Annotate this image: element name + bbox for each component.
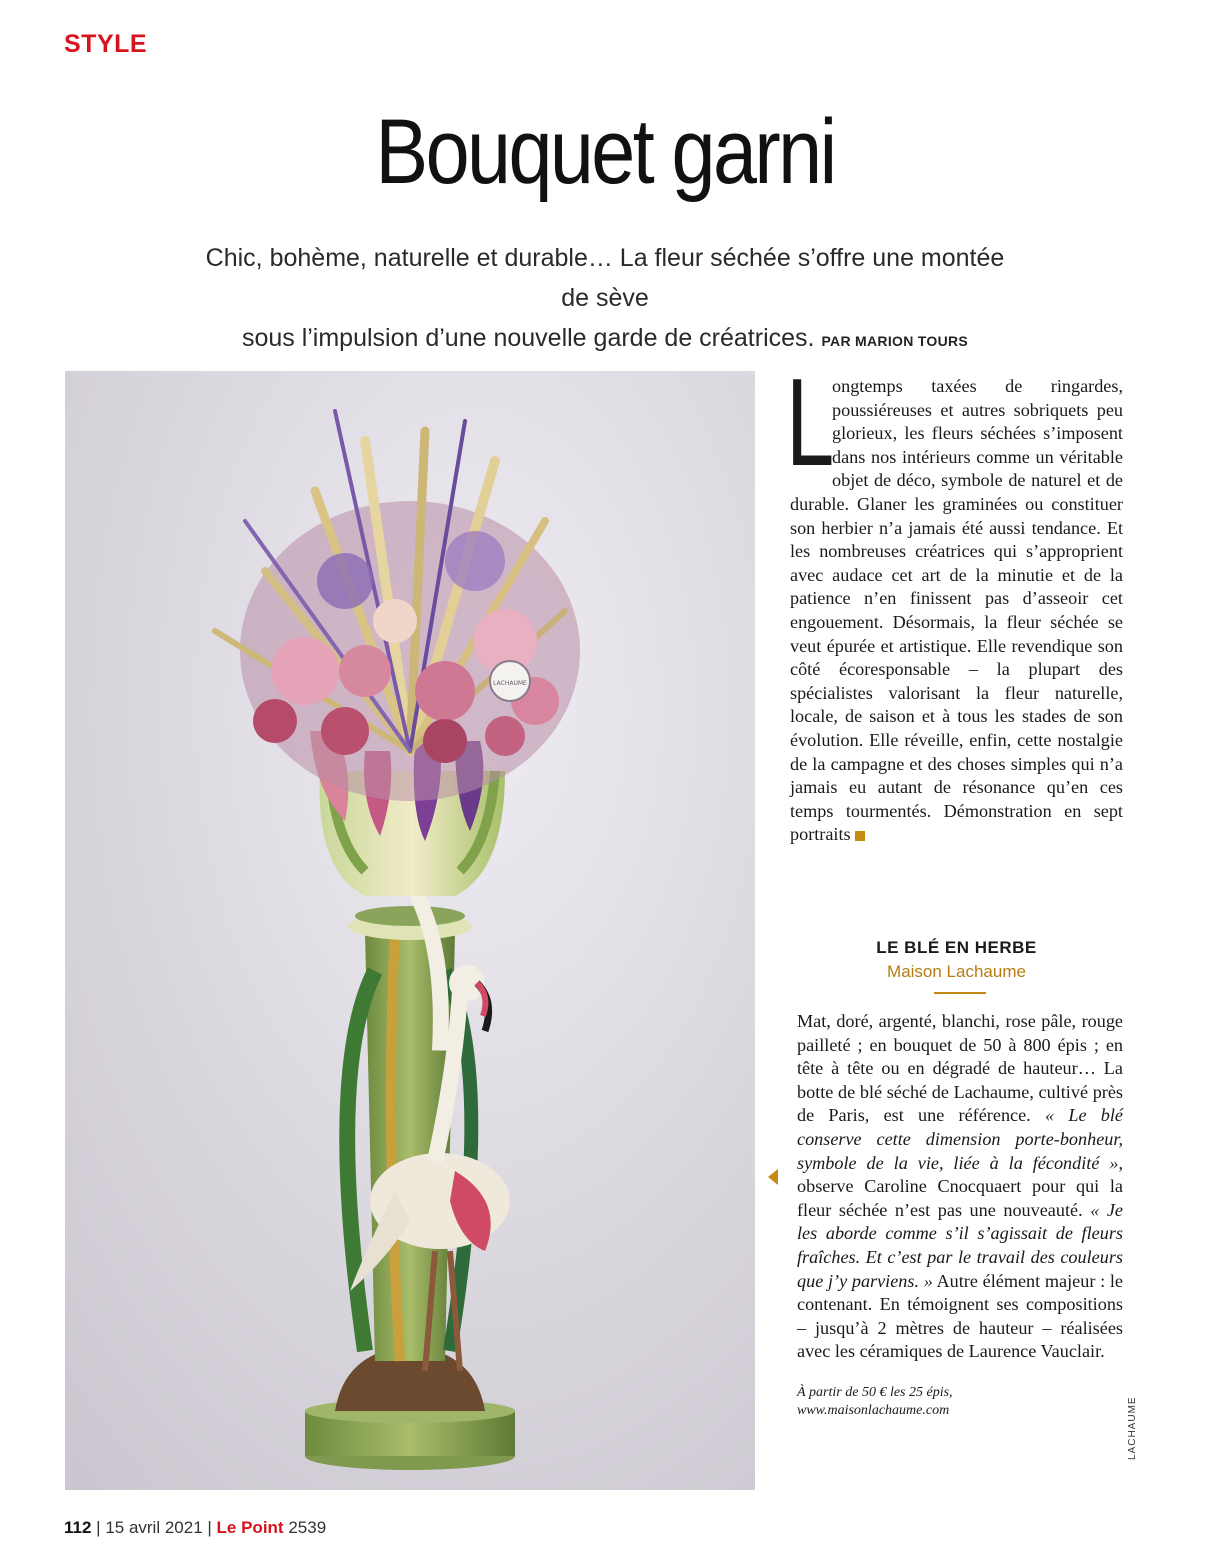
photo-credit-text: LACHAUME: [1127, 1396, 1138, 1460]
intro-text: ongtemps taxées de ringardes, poussiéreuses et autres sobriquets peu glorieux, les fleurs séchées s’imposent dans nos intérieurs comme un véritable objet de déco, symbole de naturel et de durable. Glaner les graminées ou constituer son herbier n’a jamais été aussi tendance. Et les nombreuses créatrices qui s’approprient avec audace cet art de la minutie et de la patience n’en finissent pas d’asseoir cet engouement. Désormais, la fleur séchée se veut épurée et artistique. Elle revendique son côté écoresponsable – la plupart des spécialistes valorisant la fleur naturelle, locale, de saison et à tous les stades de son évolution. Elle réveille, enfin, cette nostalgie de la campagne et des choses simples qui n’a jamais eu autant de résonance qu’en ces temps tourmentés. Démonstration en sept portraits: [790, 376, 1123, 845]
portrait-title: LE BLÉ EN HERBE: [876, 938, 1037, 957]
portrait-p1: Mat, doré, argenté, blanchi, rose pâle, rouge pailleté ; en bouquet de 50 à 800 épis ; en tête à tête ou en dégradé de hauteur… La botte de blé séché de Lachaume, cultivé près de Paris, est une référence.: [797, 1011, 1123, 1126]
price-info: [797, 1384, 1097, 1420]
portrait-quote-1: « Le blé conserve cette dimension porte-bonheur, symbole de la vie, liée à la fécondité »: [797, 1105, 1123, 1173]
portrait-rule: [934, 992, 986, 994]
byline: PAR MARION TOURS: [821, 333, 969, 349]
intro-column: [786, 354, 1123, 847]
photo-pointer-icon: [768, 1169, 778, 1185]
folio: 112 | 15 avril 2021 | Le Point 2539: [64, 1518, 327, 1537]
price-line: À partir de 50 € les 25 épis,: [797, 1385, 953, 1400]
portrait-text: [797, 1010, 1123, 1364]
portrait-maison: Maison Lachaume: [887, 962, 1026, 981]
website-link[interactable]: www.maisonlachaume.com: [797, 1403, 950, 1418]
issue-number: 2539: [288, 1518, 327, 1537]
bouquet-tag: LACHAUME: [493, 680, 527, 687]
bouquet-photo: [65, 371, 755, 1490]
bouquet-illustration: [65, 371, 755, 1490]
section-label: STYLE: [64, 30, 148, 58]
dropcap: L: [786, 354, 835, 492]
magazine-name: Le Point: [216, 1518, 284, 1537]
end-mark: [855, 831, 865, 841]
dek-line-2: sous l’impulsion d’une nouvelle garde de créatrices.: [241, 324, 815, 352]
portrait-quote-2: « Je les aborde comme s’il s’agissait de fleurs fraîches. Et c’est par le travail des couleurs que j’y parviens. »: [797, 1199, 1123, 1291]
issue-date: 15 avril 2021: [105, 1518, 203, 1537]
headline: Bouquet garni: [375, 101, 835, 203]
portrait-p3: Autre élément majeur : le contenant. En témoignent ses compositions – jusqu’à 2 mètres de hauteur – réalisées avec les céramiques de Laurence Vauclair.: [797, 1270, 1123, 1362]
portrait-p2: , observe Caroline Cnocquaert pour qui la fleur séchée n’est pas une nouveauté.: [797, 1152, 1123, 1220]
page-number: 112: [64, 1518, 92, 1537]
dek: [190, 238, 1020, 361]
dek-line-1: Chic, bohème, naturelle et durable… La fleur séchée s’offre une montée de sève: [205, 244, 1005, 312]
photo-credit: [1127, 1360, 1147, 1460]
